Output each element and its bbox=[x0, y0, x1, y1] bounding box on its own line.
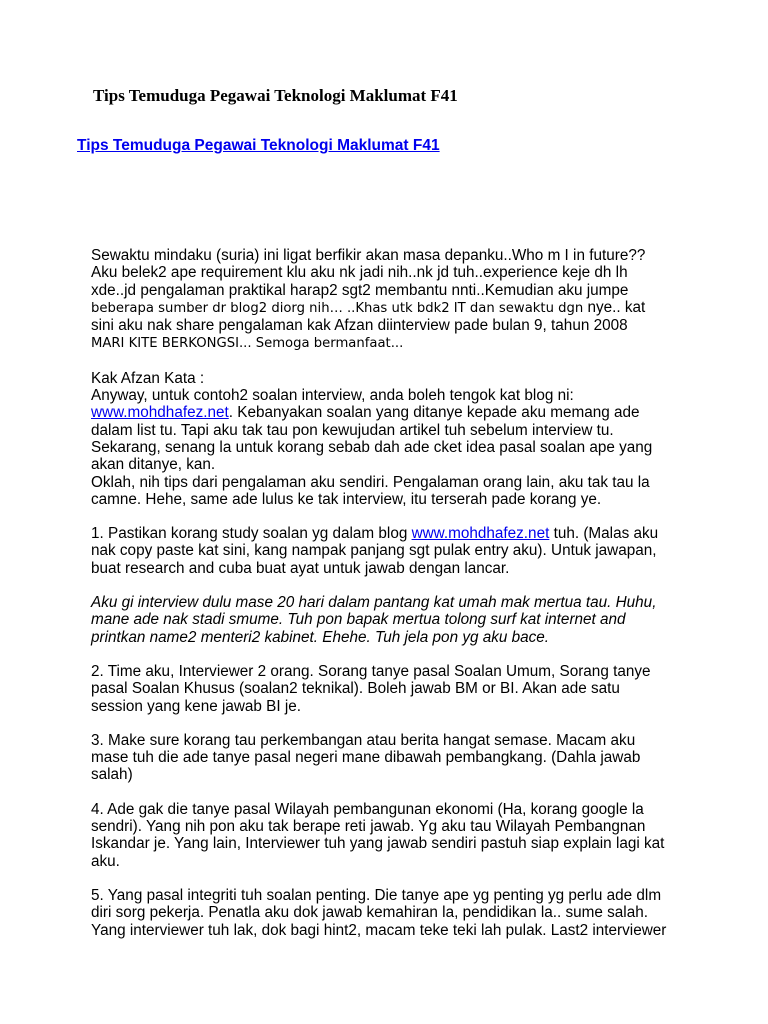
anyway-paragraph bbox=[91, 387, 691, 508]
tip-1 bbox=[91, 525, 691, 577]
text-line: Aku gi interview dulu mase 20 hari dalam pantang kat umah mak mertua tau. Huhu, bbox=[91, 594, 657, 612]
intro-paragraph bbox=[91, 247, 691, 353]
text-line: 5. Yang pasal integriti tuh soalan penting. Die tanye ape yg penting yg perlu ade dlm bbox=[91, 886, 662, 904]
text-span: .. kat bbox=[612, 298, 646, 316]
text-line: akan ditanye, kan. bbox=[91, 456, 216, 474]
blog-link[interactable]: www.mohdhafez.net bbox=[91, 404, 229, 422]
text-line: 3. Make sure korang tau perkembangan atau berita hangat semase. Macam aku bbox=[91, 731, 636, 749]
title-link[interactable]: Tips Temuduga Pegawai Teknologi Maklumat F41 bbox=[77, 137, 440, 154]
text-line: Oklah, nih tips dari pengalaman aku sendiri. Pengalaman orang lain, aku tak tau la bbox=[91, 473, 650, 491]
text-line: sini aku nak share pengalaman kak Afzan diinterview pade bulan 9, tahun 2008 bbox=[91, 317, 628, 335]
text-line bbox=[91, 404, 691, 421]
text-span: tuh. (Malas aku bbox=[549, 525, 659, 543]
document-title: Tips Temuduga Pegawai Teknologi Maklumat F41 bbox=[93, 86, 458, 105]
text-line: camne. Hehe, same ade lulus ke tak interview, itu terserah pade korang ye. bbox=[91, 490, 602, 508]
text-line: dalam list tu. Tapi aku tak tau pon kewujudan artikel tuh sebelum interview tu. bbox=[91, 421, 614, 439]
text-line: 2. Time aku, Interviewer 2 orang. Sorang tanye pasal Soalan Umum, Sorang tanye bbox=[91, 662, 651, 680]
text-line: diri sorg pekerja. Penatla aku dok jawab kemahiran la, pendidikan la.. sume salah. bbox=[91, 904, 648, 922]
text-line: Iskandar je. Yang lain, Interviewer tuh yang jawab sendiri pastuh siap explain lagi kat bbox=[91, 835, 665, 853]
text-line: Sewaktu mindaku (suria) ini ligat berfikir akan masa depanku..Who m I in future?? bbox=[91, 247, 646, 264]
article-body bbox=[91, 247, 691, 939]
italic-note bbox=[91, 594, 691, 646]
text-line bbox=[91, 525, 691, 542]
text-line: Anyway, untuk contoh2 soalan interview, anda boleh tengok kat blog ni: bbox=[91, 387, 574, 405]
text-line: buat research and cuba buat ayat untuk jawab dengan lancar. bbox=[91, 559, 510, 577]
text-line: 4. Ade gak die tanye pasal Wilayah pembangunan ekonomi (Ha, korang google la bbox=[91, 800, 644, 818]
text-span: beberapa sumber dr blog2 diorg nih… ..Khas utk bdk2 IT dan sewaktu dgn bbox=[91, 300, 588, 316]
text-line: mase tuh die ade tanye pasal negeri mane dibawah pembangkang. (Dahla jawab bbox=[91, 749, 641, 767]
kak-afzan-heading: Kak Afzan Kata : bbox=[91, 369, 205, 387]
text-line: sendri). Yang nih pon aku tak berape reti jawab. Yg aku tau Wilayah Pembangnan bbox=[91, 818, 646, 836]
text-span: . Kebanyakan soalan yang ditanye kepade aku memang ade bbox=[228, 404, 640, 422]
text-line bbox=[91, 299, 691, 317]
tip-5 bbox=[91, 887, 691, 939]
text-line: mane ade nak stadi smume. Tuh pon bapak mertua tolong surf kat internet and bbox=[91, 611, 626, 629]
text-line: printkan name2 menteri2 kabinet. Ehehe. Tuh jela pon yg aku bace. bbox=[91, 628, 550, 646]
tip-3 bbox=[91, 732, 691, 784]
blog-link[interactable]: www.mohdhafez.net bbox=[411, 525, 550, 543]
tip-2 bbox=[91, 663, 691, 715]
text-line: Aku belek2 ape requirement klu aku nk jadi nih..nk jd tuh..experience keje dh lh bbox=[91, 264, 628, 282]
text-line: Yang interviewer tuh lak, dok bagi hint2, macam teke teki lah pulak. Last2 interviewer bbox=[91, 921, 667, 939]
text-line: salah) bbox=[91, 766, 133, 784]
text-line: pasal Soalan Khusus (soalan2 teknikal). Boleh jawab BM or BI. Akan ade satu bbox=[91, 680, 620, 698]
text-line bbox=[91, 334, 691, 352]
text-line: aku. bbox=[91, 852, 120, 870]
text-span: ... Semoga bermanfaat... bbox=[238, 336, 404, 352]
text-line: xde..jd pengalaman praktikal harap2 sgt2 membantu nnti..Kemudian aku jumpe bbox=[91, 281, 629, 299]
text-line: Sekarang, senang la untuk korang sebab dah ade cket idea pasal soalan ape yang bbox=[91, 438, 653, 456]
text-span: nye bbox=[587, 298, 613, 316]
text-span: MARI KITE BERKONGSI bbox=[91, 336, 239, 352]
text-line: nak copy paste kat sini, kang nampak panjang sgt pulak entry aku). Untuk jawapan, bbox=[91, 542, 657, 560]
text-span: 1. Pastikan korang study soalan yg dalam blog bbox=[91, 525, 412, 543]
text-line: session yang kene jawab BI je. bbox=[91, 697, 302, 715]
tip-4 bbox=[91, 801, 691, 870]
